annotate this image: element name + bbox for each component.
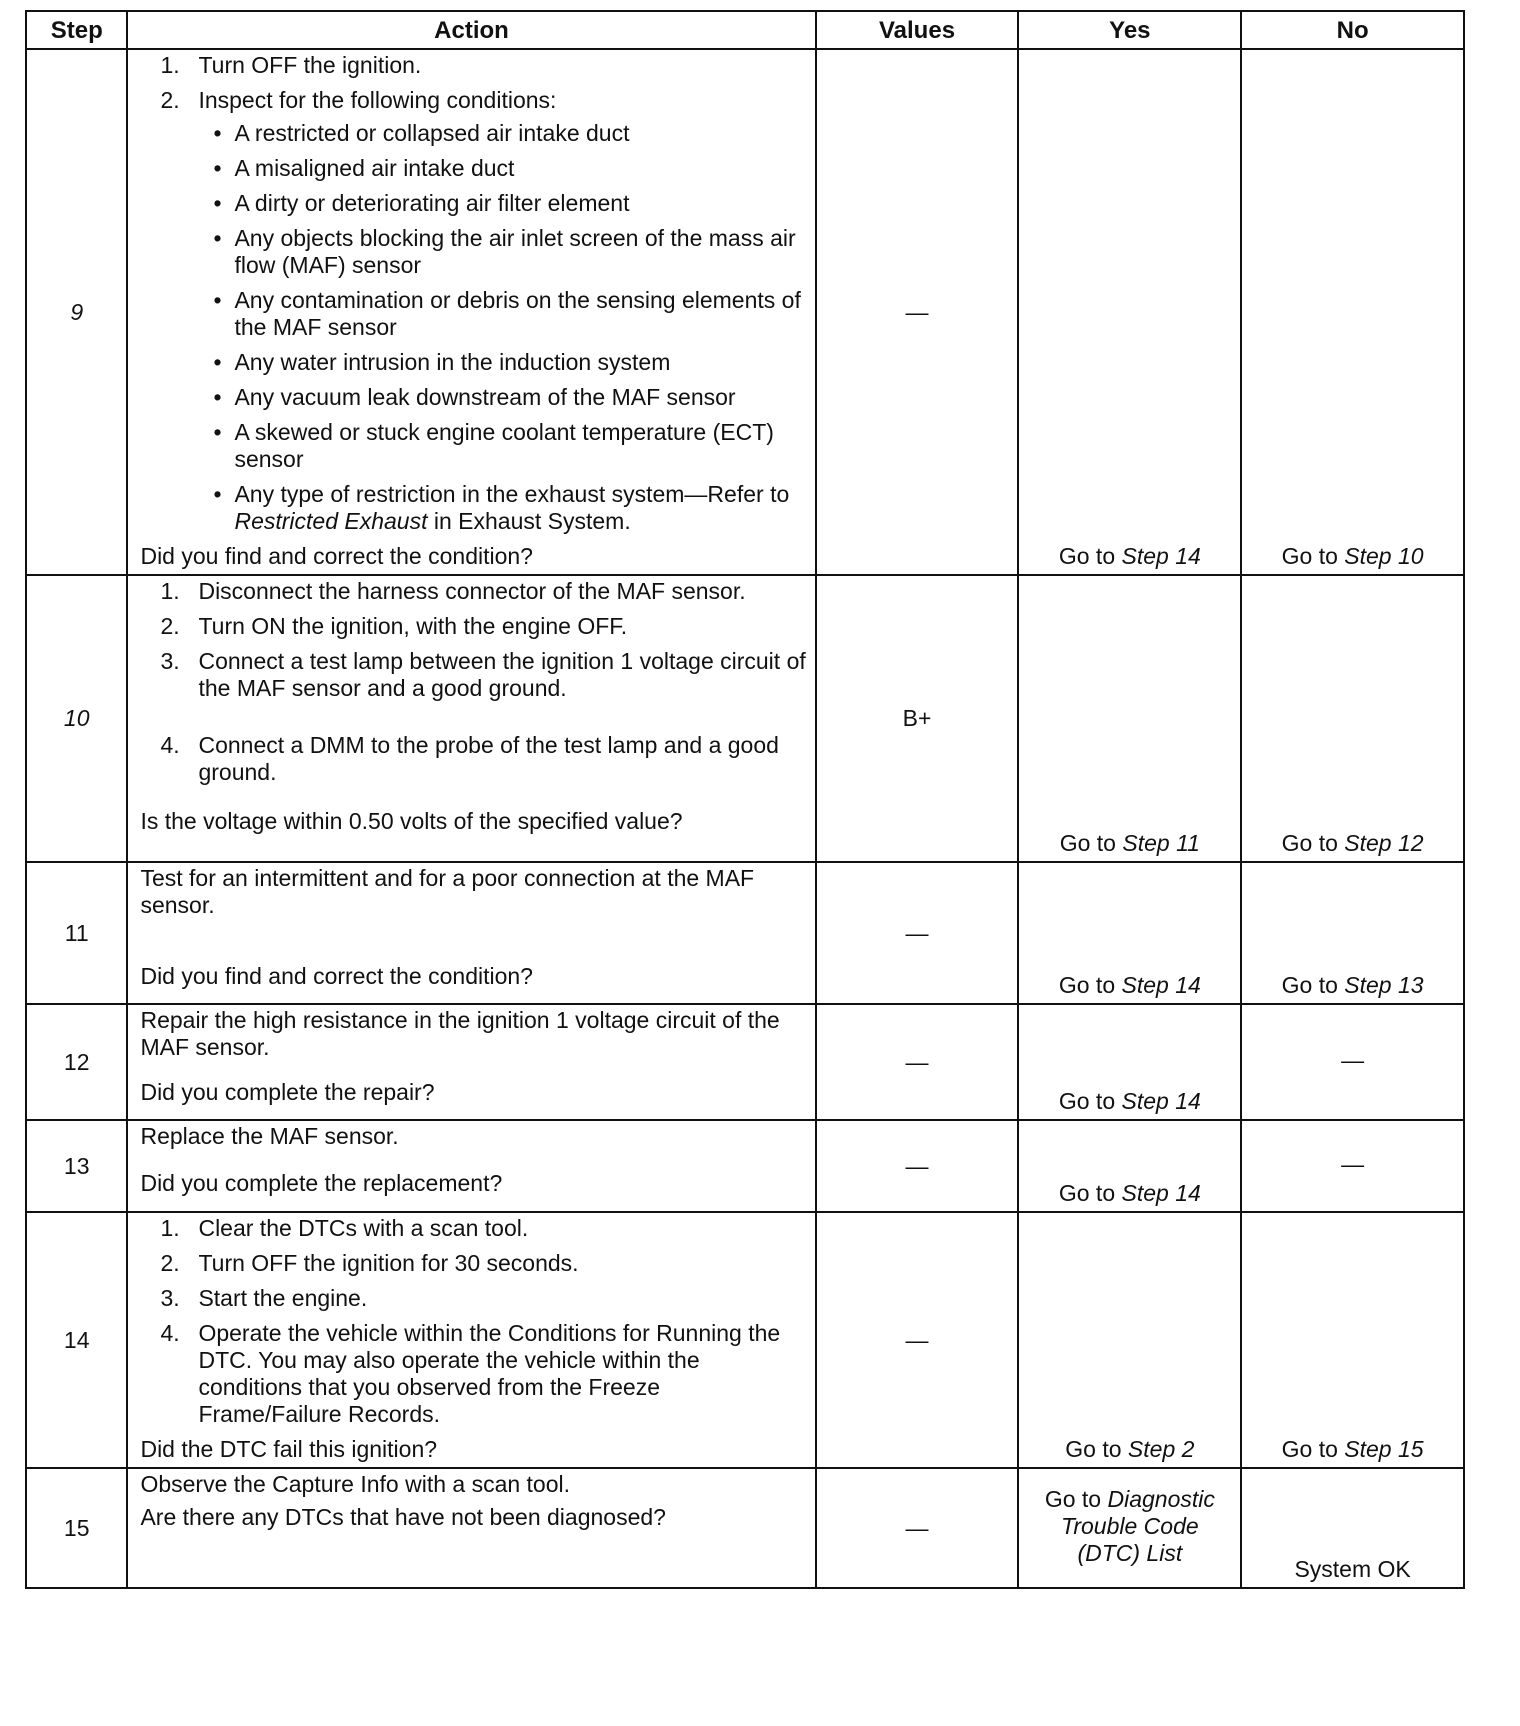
table-row-step-10 [26, 575, 1464, 862]
no-cell: Go to Step 13 [1241, 862, 1464, 1004]
list-item: • Any vacuum leak downstream of the MAF sensor [213, 384, 736, 410]
step-question: Are there any DTCs that have not been diagnosed? [140, 1504, 666, 1530]
diagnostic-table [25, 10, 1465, 1589]
step-question: Did you complete the repair? [140, 1079, 435, 1105]
action-cell [127, 1212, 815, 1468]
header-yes: Yes [1018, 11, 1241, 49]
no-cell: — [1241, 1120, 1464, 1212]
step-number: 12 [26, 1004, 127, 1120]
action-cell [127, 1004, 815, 1120]
list-item: 1. Clear the DTCs with a scan tool. [160, 1215, 529, 1241]
list-item: 1. Turn OFF the ignition. [160, 52, 422, 78]
yes-cell: Go to Diagnostic Trouble Code (DTC) List [1018, 1468, 1241, 1588]
header-step: Step [26, 11, 127, 49]
list-item: 2. Turn OFF the ignition for 30 seconds. [160, 1250, 579, 1276]
exhaust-reference: Restricted Exhaust [234, 508, 428, 534]
action-steps [140, 1215, 806, 1428]
values-cell: — [816, 49, 1019, 575]
step-question: Did you complete the replacement? [140, 1170, 503, 1196]
step-question: Did you find and correct the condition? [140, 963, 533, 989]
list-item: 2. Inspect for the following conditions: • A restricted or collapsed air intake duct • A misaligned air intake duct • A dirty or deteriorating air filter element • Any objects blocking the air inlet screen of the mass air flow (MAF) sensor • Any contamination or debris on the sensing elements of the MAF sensor • Any water intrusion in the induction system • Any vacuum leak downstream of the MAF sensor • A skewed or stuck engine coolant temperature (ECT) sensor • Any type of restriction in the exhaust system—Refer to Restricted Exhaust in Exhaust System. [140, 87, 806, 535]
yes-cell: Go to Step 14 [1018, 1004, 1241, 1120]
table-row-step-14 [26, 1212, 1464, 1468]
yes-cell: Go to Step 14 [1018, 49, 1241, 575]
condition-list [198, 120, 806, 535]
step-instruction: Repair the high resistance in the ignition 1 voltage circuit of the MAF sensor. [140, 1007, 780, 1060]
values-cell: — [816, 1212, 1019, 1468]
list-item: 3. Start the engine. [160, 1285, 368, 1311]
no-cell: Go to Step 15 [1241, 1212, 1464, 1468]
action-cell [127, 1120, 815, 1212]
table-row-step-9 [26, 49, 1464, 575]
list-item: • Any objects blocking the air inlet screen of the mass air flow (MAF) sensor [213, 225, 796, 278]
values-cell: — [816, 1120, 1019, 1212]
list-item: • Any water intrusion in the induction system [213, 349, 671, 375]
step-number: 10 [26, 575, 127, 862]
action-cell [127, 1468, 815, 1588]
list-item: • A dirty or deteriorating air filter element [213, 190, 630, 216]
action-cell [127, 575, 815, 862]
step-number: 13 [26, 1120, 127, 1212]
step-number: 11 [26, 862, 127, 1004]
header-no: No [1241, 11, 1464, 49]
list-item: • A misaligned air intake duct [213, 155, 515, 181]
values-cell: — [816, 862, 1019, 1004]
step-instruction: Test for an intermittent and for a poor connection at the MAF sensor. [140, 865, 755, 918]
no-cell: Go to Step 12 [1241, 575, 1464, 862]
step-instruction: Replace the MAF sensor. [140, 1123, 399, 1149]
step-number: 9 [26, 49, 127, 575]
action-steps [140, 52, 806, 535]
list-item: 4. Operate the vehicle within the Conditions for Running the DTC. You may also operate the vehicle within the conditions that you observed from the Freeze Frame/Failure Records. [160, 1320, 781, 1427]
step-question: Is the voltage within 0.50 volts of the specified value? [140, 808, 683, 834]
header-row [26, 11, 1464, 49]
yes-cell: Go to Step 11 [1018, 575, 1241, 862]
no-cell: — [1241, 1004, 1464, 1120]
action-steps [140, 578, 806, 786]
step-instruction: Observe the Capture Info with a scan tool. [140, 1471, 571, 1497]
header-action: Action [127, 11, 815, 49]
step-question: Did you find and correct the condition? [140, 543, 533, 569]
action-cell [127, 49, 815, 575]
step-number: 14 [26, 1212, 127, 1468]
values-cell: — [816, 1468, 1019, 1588]
list-item: 4. Connect a DMM to the probe of the test lamp and a good ground. [160, 732, 779, 785]
list-item: • Any contamination or debris on the sensing elements of the MAF sensor [213, 287, 801, 340]
no-cell: Go to Step 10 [1241, 49, 1464, 575]
table-row-step-15 [26, 1468, 1464, 1588]
values-cell: — [816, 1004, 1019, 1120]
list-item: 3. Connect a test lamp between the ignition 1 voltage circuit of the MAF sensor and a good ground. [160, 648, 806, 701]
table-row-step-12 [26, 1004, 1464, 1120]
yes-cell: Go to Step 14 [1018, 1120, 1241, 1212]
yes-cell: Go to Step 2 [1018, 1212, 1241, 1468]
step-number: 15 [26, 1468, 127, 1588]
yes-cell: Go to Step 14 [1018, 862, 1241, 1004]
list-item: 2. Turn ON the ignition, with the engine OFF. [160, 613, 628, 639]
no-cell: System OK [1241, 1468, 1464, 1588]
list-item: • Any type of restriction in the exhaust system—Refer to Restricted Exhaust in Exhaust System. [213, 481, 790, 534]
step-question: Did the DTC fail this ignition? [140, 1436, 438, 1462]
header-values: Values [816, 11, 1019, 49]
list-item: 1. Disconnect the harness connector of the MAF sensor. [160, 578, 746, 604]
list-item: • A restricted or collapsed air intake duct [213, 120, 630, 146]
table-row-step-11 [26, 862, 1464, 1004]
table-row-step-13 [26, 1120, 1464, 1212]
values-cell: B+ [816, 575, 1019, 862]
action-cell [127, 862, 815, 1004]
list-item: • A skewed or stuck engine coolant temperature (ECT) sensor [213, 419, 774, 472]
